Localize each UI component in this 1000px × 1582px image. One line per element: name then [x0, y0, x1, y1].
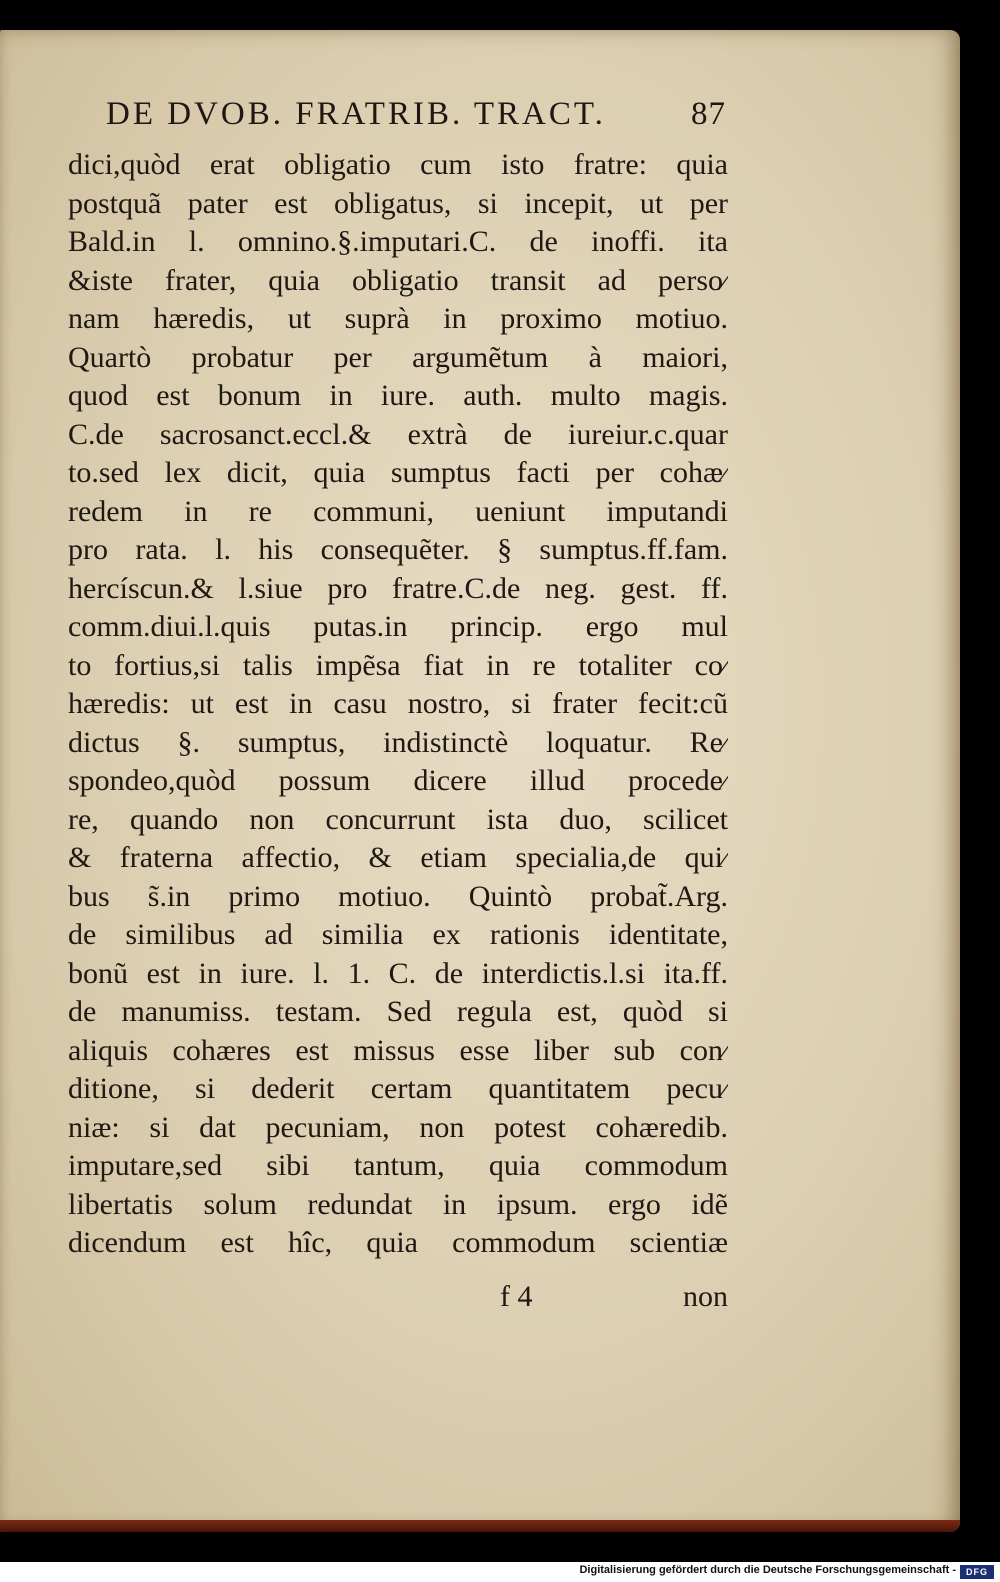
text-line: nam hæredis, ut suprà in proximo motiuo.: [68, 302, 728, 335]
text-line: redem in re communi, ueniunt imputandi: [68, 494, 728, 528]
text-line: bus s̃.in primo motiuo. Quintò probat̃.Arg.: [68, 879, 728, 913]
funding-credit: Digitalisierung gefördert durch die Deutsche Forschungsgemeinschaft -: [579, 1564, 956, 1576]
body-text: [68, 146, 728, 1263]
text-line: imputare,sed sibi tantum, quia commodum: [68, 1149, 728, 1182]
text-line: to fortius,si talis impẽsa fiat in re totaliter co⁄: [68, 648, 728, 682]
dfg-logo-icon: DFG: [960, 1565, 994, 1579]
text-line: quod est bonum in iure. auth. multo magis.: [68, 379, 728, 412]
running-head-title: DE DVOB. FRATRIB. TRACT.: [106, 96, 606, 132]
text-line: de manumiss. testam. Sed regula est, quòd si: [68, 995, 728, 1028]
text-line: C.de sacrosanct.eccl.& extrà de iureiur.c.quar: [68, 417, 728, 451]
text-line: pro rata. l. his consequẽter. § sumptus.ff.fam.: [68, 533, 728, 566]
text-line: ditione, si dederit certam quantitatem pecu⁄: [68, 1072, 728, 1105]
text-line: postquã pater est obligatus, si incepit, ut per: [68, 186, 728, 220]
footer-bar: [0, 1562, 1000, 1582]
book-page: [0, 30, 960, 1532]
text-line: aliquis cohæres est missus esse liber sub con⁄: [68, 1033, 728, 1067]
page-number: 87: [691, 96, 726, 132]
page-edge: [0, 1520, 960, 1532]
text-line: &iste frater, quia obligatio transit ad perso⁄: [68, 263, 728, 297]
text-line: hercíscun.& l.siue pro fratre.C.de neg. gest. ff.: [68, 571, 728, 605]
text-line: niæ: si dat pecuniam, non potest cohæredib.: [68, 1110, 728, 1144]
text-line: hæredis: ut est in casu nostro, si frater fecit:cũ: [68, 687, 728, 720]
catchword: non: [683, 1280, 728, 1313]
text-line: comm.diui.l.quis putas.in princip. ergo mul: [68, 610, 728, 643]
printer-signature: f 4: [500, 1280, 533, 1313]
text-line: dici,quòd erat obligatio cum isto fratre: quia: [68, 148, 728, 181]
text-line: spondeo,quòd possum dicere illud procede⁄: [68, 764, 728, 797]
text-line: dictus §. sumptus, indistinctè loquatur. Re⁄: [68, 725, 728, 759]
text-line: bonũ est in iure. l. 1. C. de interdictis.l.si ita.ff.: [68, 956, 728, 990]
text-line: re, quando non concurrunt ista duo, scilicet: [68, 802, 728, 836]
running-head: [106, 96, 726, 144]
text-line: de similibus ad similia ex rationis identitate,: [68, 918, 728, 951]
text-line: libertatis solum redundat in ipsum. ergo idẽ: [68, 1187, 728, 1221]
text-line: Quartò probatur per argumẽtum à maiori,: [68, 340, 728, 374]
text-line: & fraterna affectio, & etiam specialia,de qui⁄: [68, 841, 728, 874]
text-line: dicendum est hîc, quia commodum scientiæ: [68, 1226, 728, 1259]
signature-line: [500, 1280, 728, 1320]
text-line: Bald.in l. omnino.§.imputari.C. de inoffi. ita: [68, 225, 728, 258]
text-line: to.sed lex dicit, quia sumptus facti per cohæ⁄: [68, 456, 728, 489]
